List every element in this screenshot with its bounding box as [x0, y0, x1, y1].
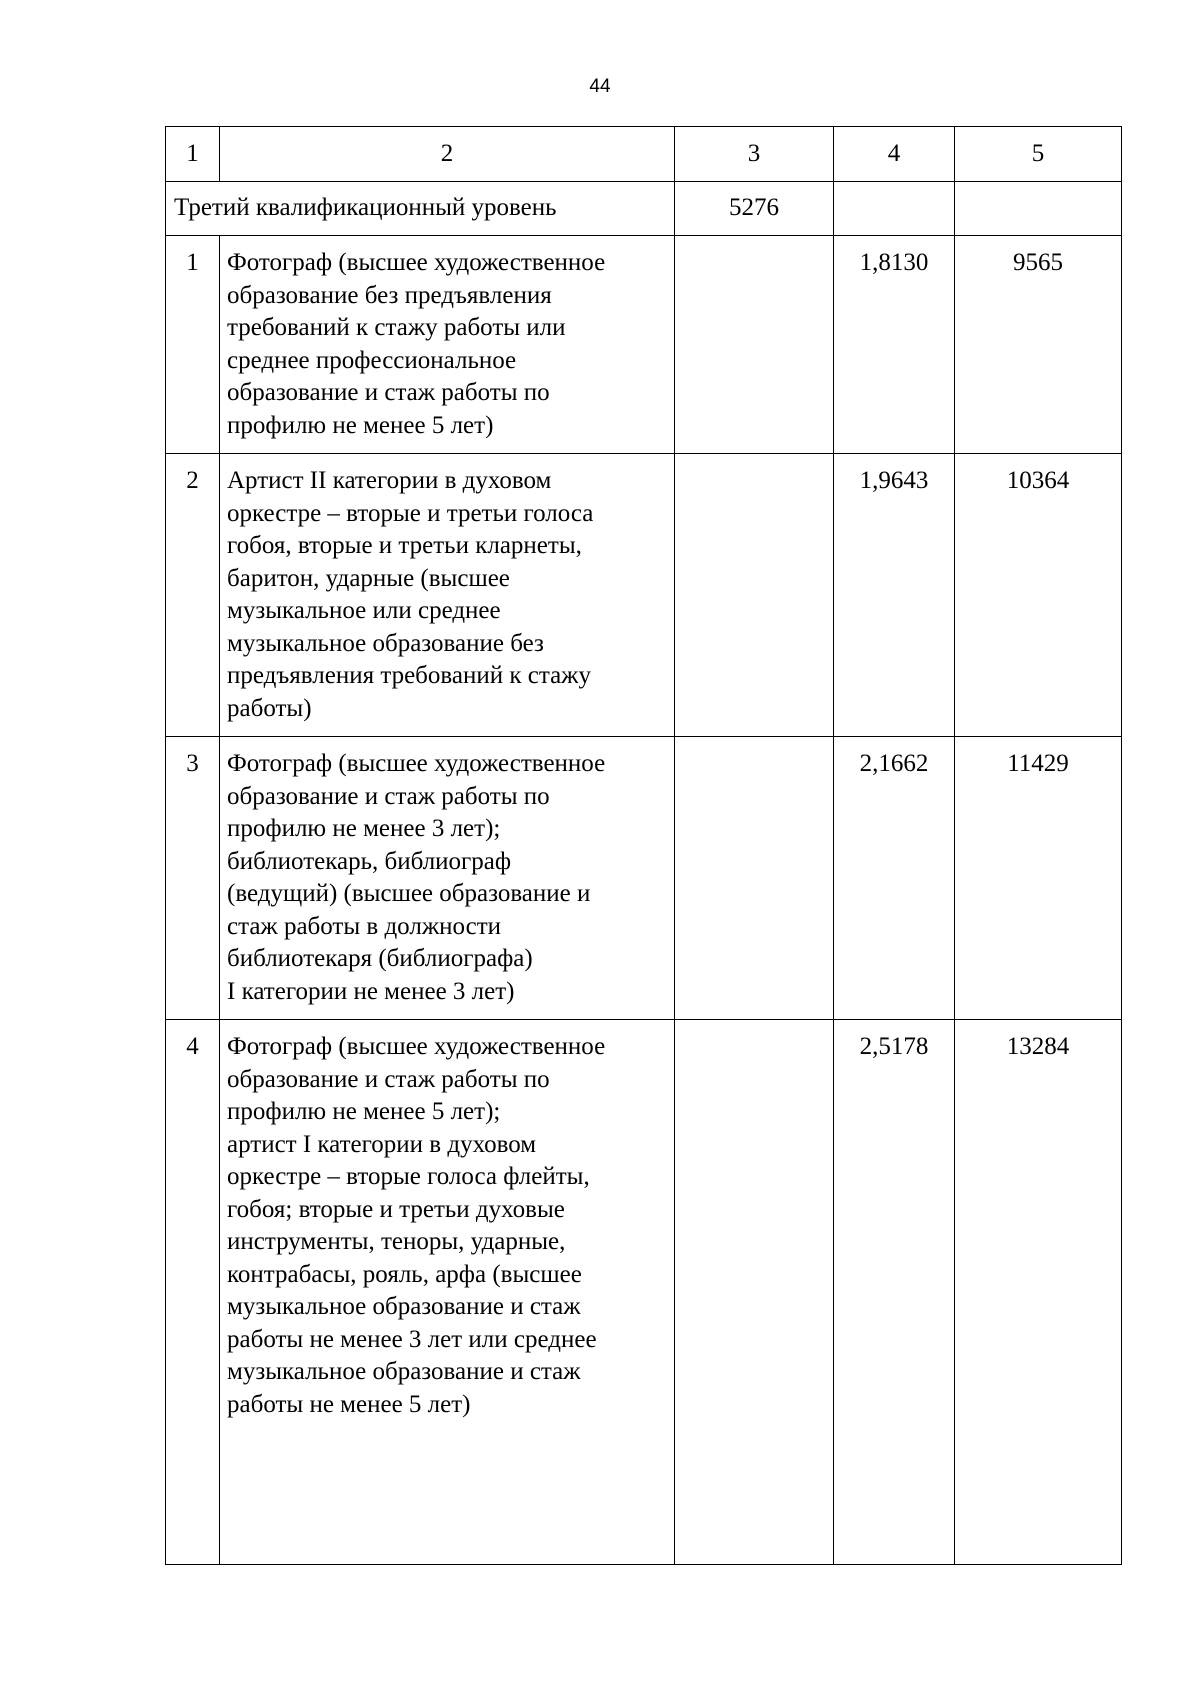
- position-description: [220, 737, 675, 1020]
- coefficient: 1,9643: [834, 454, 955, 737]
- qualification-level-base-salary: 5276: [675, 182, 834, 236]
- salary: 11429: [955, 737, 1122, 1020]
- description-line: работы не менее 5 лет): [227, 1390, 471, 1418]
- description-line: предъявления требований к стажу: [227, 662, 591, 689]
- table-row: [166, 236, 1122, 454]
- description-line: библиотекаря (библиографа): [227, 945, 533, 972]
- description-line: образование и стаж работы по: [227, 379, 550, 406]
- salary: 10364: [955, 454, 1122, 737]
- qualification-level-col4: [834, 182, 955, 236]
- header-cell-5: 5: [955, 127, 1122, 182]
- row-number: 1: [166, 236, 220, 454]
- row-col3: [675, 1020, 834, 1565]
- table-row: [166, 737, 1122, 1020]
- description-line: Фотограф (высшее художественное: [227, 1033, 606, 1060]
- description-line: стаж работы в должности: [227, 912, 501, 940]
- row-number: 4: [166, 1020, 220, 1565]
- row-number: 3: [166, 737, 220, 1020]
- description-line: музыкальное образование и стаж: [227, 1293, 581, 1320]
- description-line: Фотограф (высшее художественное: [227, 249, 606, 276]
- description-line: профилю не менее 5 лет);: [227, 1098, 501, 1125]
- description-line: Фотограф (высшее художественное: [227, 750, 606, 777]
- description-line: требований к стажу работы или: [227, 314, 566, 341]
- description-line: баритон, ударные (высшее: [227, 564, 510, 592]
- description-line: образование без предъявления: [227, 281, 552, 309]
- coefficient: 2,1662: [834, 737, 955, 1020]
- qualification-level-col5: [955, 182, 1122, 236]
- description-line: гобоя, вторые и третьи кларнеты,: [227, 532, 582, 559]
- header-cell-2: 2: [220, 127, 675, 182]
- header-cell-1: 1: [166, 127, 220, 182]
- description-line: профилю не менее 3 лет);: [227, 815, 501, 842]
- description-line: среднее профессиональное: [227, 346, 517, 374]
- qualification-level-label: Третий квалификационный уровень: [166, 182, 675, 236]
- row-col3: [675, 236, 834, 454]
- header-cell-3: 3: [675, 127, 834, 182]
- description-line: работы не менее 3 лет или среднее: [227, 1325, 597, 1353]
- row-col3: [675, 454, 834, 737]
- description-line: контрабасы, рояль, арфа (высшее: [227, 1260, 582, 1288]
- description-line: музыкальное образование и стаж: [227, 1358, 581, 1385]
- description-line: артист I категории в духовом: [227, 1130, 537, 1158]
- coefficient: 2,5178: [834, 1020, 955, 1565]
- table-row: [166, 454, 1122, 737]
- page-number: 44: [589, 76, 611, 97]
- description-line: работы): [227, 694, 312, 722]
- description-line: (ведущий) (высшее образование и: [227, 880, 591, 907]
- description-line: образование и стаж работы по: [227, 1065, 550, 1093]
- description-line: оркестре – вторые и третьи голоса: [227, 499, 594, 527]
- coefficient: 1,8130: [834, 236, 955, 454]
- table-header-row: [166, 127, 1122, 182]
- description-line: Артист II категории в духовом: [227, 467, 552, 494]
- description-line: библиотекарь, библиограф: [227, 847, 512, 875]
- description-line: I категории не менее 3 лет): [227, 977, 515, 1005]
- qualification-level-row: [166, 182, 1122, 236]
- position-description: [220, 1020, 675, 1565]
- row-number: 2: [166, 454, 220, 737]
- header-cell-4: 4: [834, 127, 955, 182]
- qualification-table: [165, 126, 1122, 1565]
- description-line: профилю не менее 5 лет): [227, 411, 494, 439]
- description-line: оркестре – вторые голоса флейты,: [227, 1163, 590, 1190]
- description-line: образование и стаж работы по: [227, 782, 550, 810]
- description-line: инструменты, теноры, ударные,: [227, 1228, 566, 1255]
- description-line: музыкальное или среднее: [227, 597, 501, 624]
- table-row: [166, 1020, 1122, 1565]
- position-description: [220, 454, 675, 737]
- position-description: [220, 236, 675, 454]
- description-line: гобоя; вторые и третьи духовые: [227, 1195, 565, 1223]
- description-line: музыкальное образование без: [227, 629, 544, 657]
- row-col3: [675, 737, 834, 1020]
- salary: 13284: [955, 1020, 1122, 1565]
- salary: 9565: [955, 236, 1122, 454]
